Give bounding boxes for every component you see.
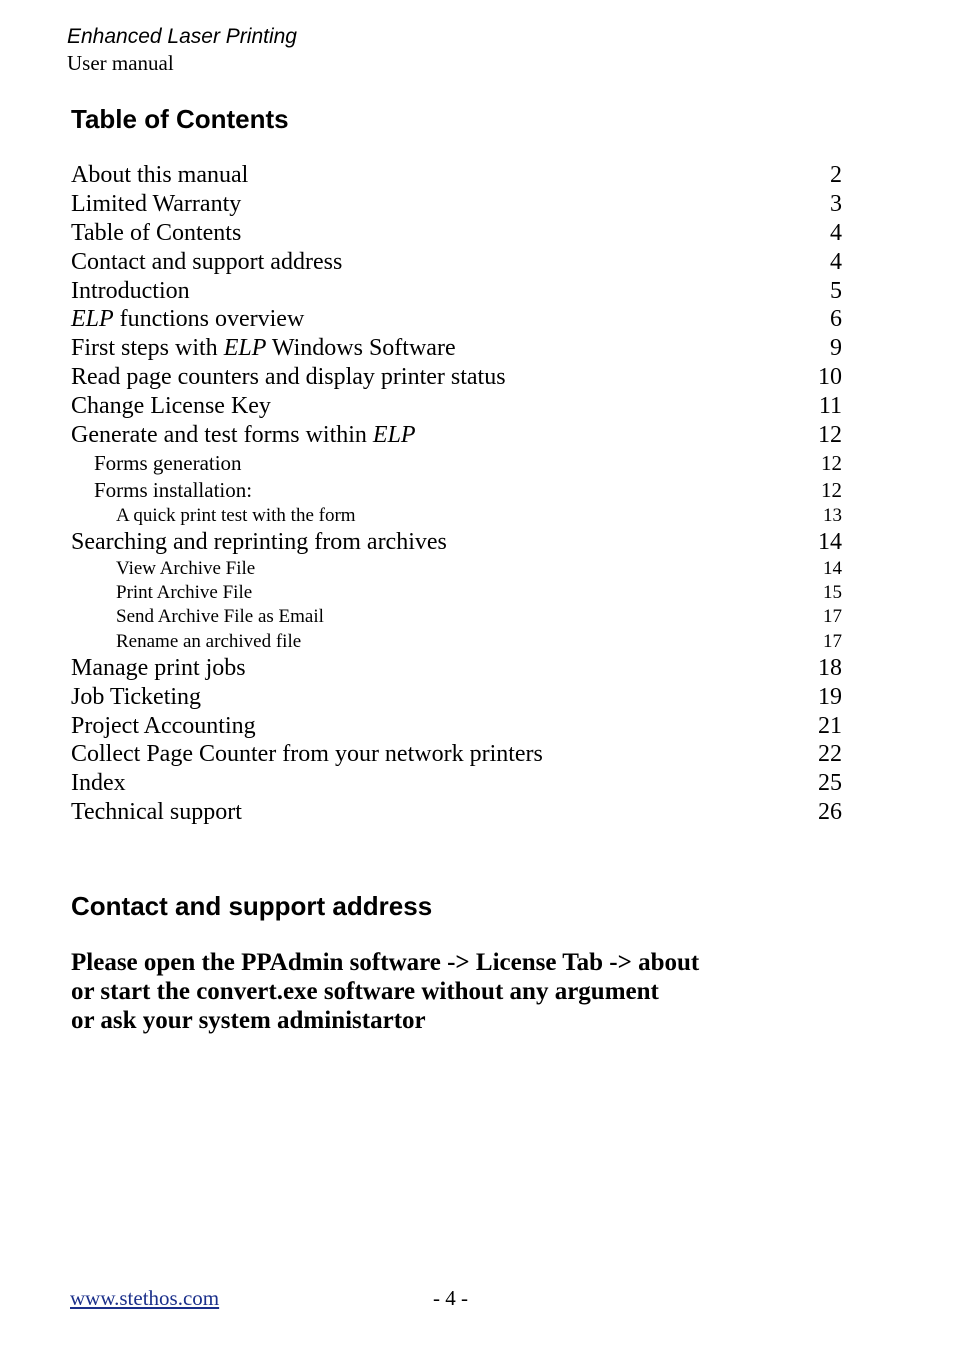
toc-entry[interactable]	[71, 630, 842, 654]
toc-entry-title-text: A quick print test with the form	[116, 504, 356, 526]
contact-line: Please open the PPAdmin software -> License Tab -> about	[71, 949, 700, 976]
toc-entry-page: 11	[818, 393, 842, 420]
toc-entry-title-text: Generate and test forms within	[71, 422, 373, 449]
toc-entry-page: 12	[821, 450, 842, 475]
toc-entry-title	[71, 190, 241, 219]
toc-entry-title-text: Read page counters and display printer status	[71, 364, 506, 391]
toc-entry-title	[71, 161, 248, 190]
toc-entry-page: 17	[823, 630, 842, 652]
table-of-contents	[71, 161, 842, 827]
toc-entry[interactable]	[71, 605, 842, 629]
toc-heading: Table of Contents	[71, 104, 289, 134]
toc-entry-title-text: Job Ticketing	[71, 683, 202, 710]
toc-entry[interactable]	[71, 219, 842, 248]
toc-entry-title-text: Send Archive File as Email	[116, 606, 324, 628]
toc-entry-title-text: Searching and reprinting from archives	[71, 529, 447, 556]
toc-entry-title-italic: ELP	[223, 335, 267, 362]
toc-entry[interactable]	[71, 504, 842, 528]
toc-entry-title	[71, 740, 543, 769]
toc-entry-page: 21	[818, 712, 842, 739]
toc-entry-title	[71, 798, 242, 827]
toc-entry-title	[71, 248, 342, 277]
toc-entry-page: 4	[830, 248, 842, 275]
toc-entry[interactable]	[71, 798, 842, 827]
toc-entry-title-text: First steps with	[71, 335, 224, 362]
running-header	[67, 24, 297, 76]
toc-entry-title-text: View Archive File	[116, 557, 256, 579]
toc-entry-page: 3	[830, 190, 842, 217]
contact-instructions	[71, 948, 699, 1035]
toc-entry[interactable]	[71, 363, 842, 392]
toc-entry-title	[71, 712, 256, 741]
toc-entry-page: 5	[830, 277, 842, 304]
toc-entry[interactable]	[71, 392, 842, 421]
page-number: - 4 -	[433, 1286, 468, 1310]
toc-entry-title	[71, 654, 246, 683]
document-subtitle: User manual	[67, 51, 174, 75]
toc-entry-title-text: Project Accounting	[71, 712, 256, 739]
toc-entry-title	[71, 305, 304, 334]
toc-entry-title-text: Technical support	[71, 799, 242, 826]
toc-entry-title	[71, 277, 190, 306]
toc-entry-page: 12	[821, 477, 842, 502]
toc-entry-page: 9	[830, 335, 842, 362]
toc-entry-page: 22	[818, 741, 842, 768]
toc-entry[interactable]	[71, 740, 842, 769]
toc-entry-title-text: Windows Software	[266, 335, 456, 362]
toc-entry[interactable]	[71, 421, 842, 450]
toc-entry-title-text: Collect Page Counter from your network printers	[71, 741, 543, 768]
toc-entry-title	[94, 450, 242, 477]
toc-entry[interactable]	[71, 450, 842, 477]
toc-entry-page: 13	[823, 504, 842, 526]
toc-entry-page: 19	[818, 683, 842, 710]
toc-entry-title	[116, 605, 324, 629]
toc-entry-title-text: Contact and support address	[71, 248, 343, 275]
toc-entry[interactable]	[71, 161, 842, 190]
toc-entry-page: 12	[818, 422, 842, 449]
toc-entry-title-text: Print Archive File	[116, 582, 253, 604]
toc-entry-title	[71, 334, 456, 363]
toc-entry-title	[71, 392, 271, 421]
toc-entry-title	[71, 683, 201, 712]
toc-entry-page: 6	[830, 306, 842, 333]
toc-entry-page: 18	[818, 654, 842, 681]
document-title: Enhanced Laser Printing	[67, 25, 297, 48]
toc-entry-title	[94, 477, 252, 504]
contact-heading: Contact and support address	[71, 891, 433, 921]
toc-entry-title	[71, 528, 447, 557]
toc-entry-page: 17	[823, 606, 842, 628]
toc-entry-page: 10	[818, 364, 842, 391]
toc-entry-title-text: Manage print jobs	[71, 654, 246, 681]
toc-entry[interactable]	[71, 528, 842, 557]
toc-entry-title	[71, 421, 416, 450]
toc-entry-title	[116, 504, 356, 528]
toc-entry-title-text: Table of Contents	[71, 219, 242, 246]
toc-entry[interactable]	[71, 654, 842, 683]
toc-entry-title	[116, 581, 252, 605]
toc-entry-page: 14	[823, 557, 842, 579]
toc-entry[interactable]	[71, 557, 842, 581]
toc-entry-title	[71, 363, 506, 392]
toc-entry[interactable]	[71, 248, 842, 277]
toc-entry-title-text: Introduction	[71, 277, 190, 304]
toc-entry-title	[116, 557, 255, 581]
toc-entry-page: 26	[818, 799, 842, 826]
toc-entry[interactable]	[71, 769, 842, 798]
toc-entry-title-text: Forms generation	[94, 450, 242, 475]
toc-entry-title-text: functions overview	[113, 306, 305, 333]
contact-line: or start the convert.exe software without any argument	[71, 978, 659, 1005]
toc-entry-title-italic: ELP	[71, 306, 114, 333]
toc-entry-title-text: Limited Warranty	[71, 190, 242, 217]
toc-entry-page: 4	[830, 219, 842, 246]
toc-entry-page: 15	[823, 582, 842, 604]
toc-entry-title	[71, 219, 241, 248]
toc-entry-title-italic: ELP	[372, 422, 416, 449]
toc-entry[interactable]	[71, 683, 842, 712]
toc-entry-title-text: Change License Key	[71, 393, 271, 420]
contact-line: or ask your system administartor	[71, 1007, 426, 1034]
toc-entry-title-text: Rename an archived file	[116, 630, 302, 652]
toc-entry-title-text: Forms installation:	[94, 477, 253, 502]
toc-entry[interactable]	[71, 305, 842, 334]
toc-entry-title-text: About this manual	[71, 162, 249, 188]
toc-entry[interactable]	[71, 277, 842, 306]
toc-entry-title-text: Index	[71, 770, 126, 797]
toc-entry[interactable]	[71, 712, 842, 741]
toc-entry-page: 14	[818, 529, 842, 556]
toc-entry-title	[71, 769, 126, 798]
website-link[interactable]: www.stethos.com	[70, 1286, 220, 1310]
toc-entry[interactable]	[71, 477, 842, 504]
toc-entry-page: 2	[830, 162, 842, 188]
toc-entry[interactable]	[71, 190, 842, 219]
toc-entry-page: 25	[818, 770, 842, 797]
toc-entry[interactable]	[71, 334, 842, 363]
toc-entry[interactable]	[71, 581, 842, 605]
toc-entry-title	[116, 630, 301, 654]
